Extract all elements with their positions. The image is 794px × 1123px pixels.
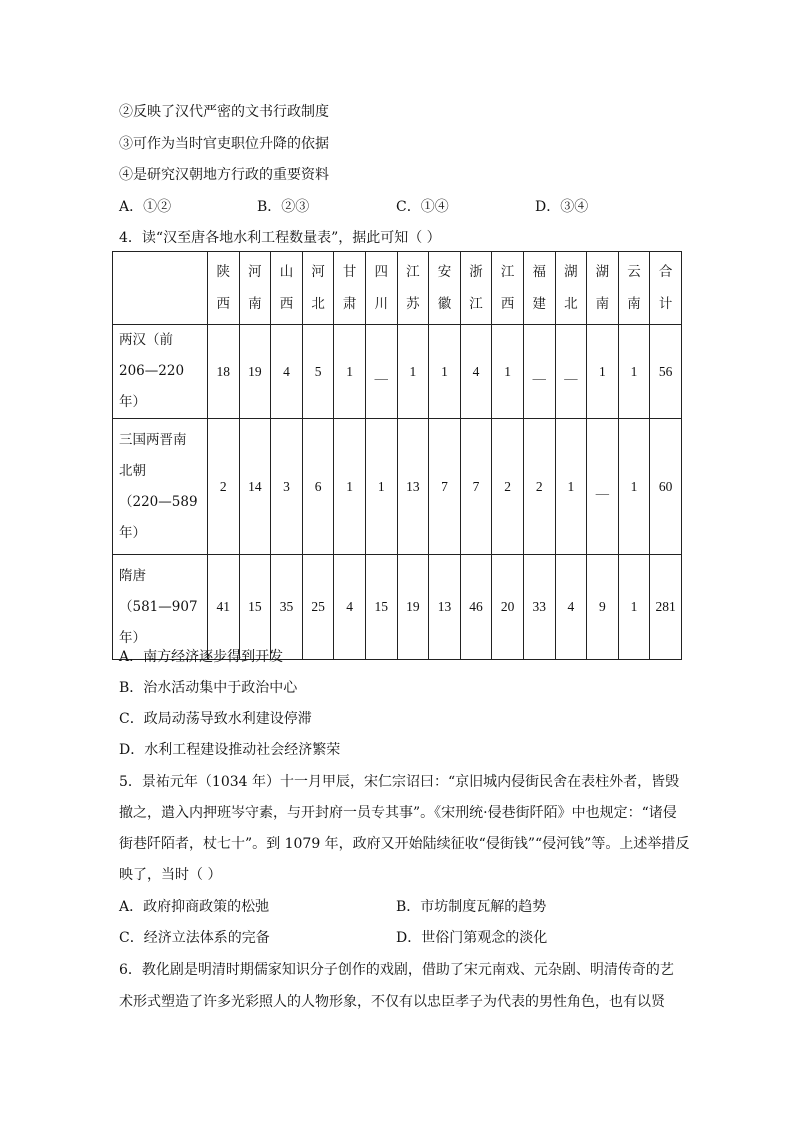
q5-option-b: B．市坊制度瓦解的趋势 xyxy=(396,899,547,915)
table-cell: 13 xyxy=(397,419,429,555)
header-char: 徽 xyxy=(437,296,452,312)
table-cell: 19 xyxy=(397,555,429,660)
header-char: 肃 xyxy=(342,296,357,312)
table-header-cell xyxy=(650,252,682,325)
header-char: 计 xyxy=(658,296,673,312)
q5-stem-line: 映了，当时（ ） xyxy=(119,867,222,883)
header-char: 合 xyxy=(658,264,673,280)
q5-stem-line: 撤之，遣入内押班岑守素，与开封府一员专其事”。《宋刑统·侵巷街阡陌》中也规定：“诸侵 xyxy=(119,805,677,821)
table-header-cell xyxy=(271,252,303,325)
header-char: 北 xyxy=(311,296,325,312)
q3-option-b: B．②③ xyxy=(257,199,310,215)
table-cell: 1 xyxy=(618,555,650,660)
q5-stem-line: 街巷阡陌者，杖七十”。到 1079 年，政府又开始陆续征收“侵街钱”“侵河钱”等。上述举措反 xyxy=(119,836,690,852)
table-cell: 4 xyxy=(460,325,492,419)
table-cell: 7 xyxy=(460,419,492,555)
q3-option-a: A．①② xyxy=(119,199,172,215)
table-header-cell xyxy=(208,252,240,325)
table-cell: 15 xyxy=(239,555,271,660)
table-cell: 1 xyxy=(492,325,524,419)
row-label-sui-tang xyxy=(113,555,208,660)
table-cell: 9 xyxy=(587,555,619,660)
table-cell: 7 xyxy=(429,419,461,555)
table-cell: ＿ xyxy=(587,419,619,555)
row-label-line: （220—589 xyxy=(119,493,198,510)
table-cell: 5 xyxy=(302,325,334,419)
header-char: 南 xyxy=(248,296,262,312)
table-cell: 1 xyxy=(587,325,619,419)
table-cell: 33 xyxy=(523,555,555,660)
table-cell: ＿ xyxy=(523,325,555,419)
table-cell: 4 xyxy=(334,555,366,660)
table-header-cell xyxy=(618,252,650,325)
table-header-cell xyxy=(555,252,587,325)
table-row xyxy=(113,555,682,660)
header-char: 河 xyxy=(311,264,325,280)
header-char: 江 xyxy=(406,264,420,280)
table-cell: 1 xyxy=(618,419,650,555)
table-cell: 2 xyxy=(208,419,240,555)
header-char: 南 xyxy=(595,296,610,312)
table-cell: 41 xyxy=(208,555,240,660)
table-header-cell xyxy=(397,252,429,325)
table-cell: 35 xyxy=(271,555,303,660)
row-label-line: 两汉（前 xyxy=(119,332,173,348)
table-cell: 19 xyxy=(239,325,271,419)
table-cell: ＿ xyxy=(555,325,587,419)
q4-option-c: C．政局动荡导致水利建设停滞 xyxy=(119,711,312,727)
q3-item-2: ②反映了汉代严密的文书行政制度 xyxy=(119,104,329,120)
row-label-line: 206—220 年） xyxy=(119,363,185,410)
header-char: 江 xyxy=(500,264,515,280)
table-header-cell xyxy=(365,252,397,325)
q5-option-a: A．政府抑商政策的松弛 xyxy=(119,899,270,915)
header-char: 西 xyxy=(279,296,294,312)
table-cell: 14 xyxy=(239,419,271,555)
header-char: 北 xyxy=(564,296,578,312)
table-header-cell xyxy=(302,252,334,325)
row-label-line: 年） xyxy=(119,524,146,541)
table-cell: 281 xyxy=(650,555,682,660)
q3-item-3: ③可作为当时官吏职位升降的依据 xyxy=(119,136,329,152)
table-cell: 25 xyxy=(302,555,334,660)
q4-option-b: B．治水活动集中于政治中心 xyxy=(119,680,298,696)
table-cell: 1 xyxy=(365,419,397,555)
table-cell: 13 xyxy=(429,555,461,660)
q4-stem: 4．读“汉至唐各地水利工程数量表”，据此可知（ ） xyxy=(119,230,441,246)
header-char: 湖 xyxy=(595,264,610,280)
header-char: 浙 xyxy=(469,264,483,280)
header-char: 四 xyxy=(374,264,389,280)
table-cell: 1 xyxy=(429,325,461,419)
header-char: 陕 xyxy=(216,264,231,280)
row-label-line: 年） xyxy=(119,629,146,646)
row-label-line: 隋唐 xyxy=(119,567,146,584)
water-projects-table xyxy=(112,251,682,660)
table-header-row xyxy=(113,252,682,325)
table-cell: 60 xyxy=(650,419,682,555)
q5-stem-line: 5．景祐元年（1034 年）十一月甲辰，宋仁宗诏曰：“京旧城内侵街民舍在表柱外者，皆毁 xyxy=(119,774,680,790)
table-cell: 46 xyxy=(460,555,492,660)
q5-option-d: D．世俗门第观念的淡化 xyxy=(396,930,548,946)
row-label-line: （581—907 xyxy=(119,598,198,615)
header-char: 苏 xyxy=(406,296,420,312)
table-cell: 1 xyxy=(618,325,650,419)
table-cell: 4 xyxy=(271,325,303,419)
row-label-wei-jin xyxy=(113,419,208,555)
header-char: 安 xyxy=(437,264,452,280)
header-char: 西 xyxy=(216,296,231,312)
header-char: 福 xyxy=(532,264,546,280)
table-header-cell xyxy=(492,252,524,325)
q3-item-4: ④是研究汉朝地方行政的重要资料 xyxy=(119,167,329,183)
q3-option-c: C．①④ xyxy=(396,199,449,215)
table-cell: 2 xyxy=(492,419,524,555)
header-char: 建 xyxy=(532,296,546,312)
table-header-cell xyxy=(523,252,555,325)
row-label-line: 北朝 xyxy=(119,462,146,479)
table-header-cell xyxy=(239,252,271,325)
header-char: 西 xyxy=(500,296,515,312)
header-char: 河 xyxy=(248,264,262,280)
table-cell: 1 xyxy=(555,419,587,555)
table-cell: 1 xyxy=(397,325,429,419)
header-char: 湖 xyxy=(564,264,578,280)
header-char: 云 xyxy=(627,264,641,280)
header-char: 南 xyxy=(627,296,641,312)
q6-stem-line: 6．教化剧是明清时期儒家知识分子创作的戏剧，借助了宋元南戏、元杂剧、明清传奇的艺 xyxy=(119,962,674,978)
q4-option-d: D．水利工程建设推动社会经济繁荣 xyxy=(119,742,341,758)
table-header-cell xyxy=(334,252,366,325)
table-cell: 1 xyxy=(334,419,366,555)
table-header-cell xyxy=(429,252,461,325)
table-corner-cell xyxy=(113,252,208,325)
table-cell: 20 xyxy=(492,555,524,660)
table-cell: 1 xyxy=(334,325,366,419)
q5-option-c: C．经济立法体系的完备 xyxy=(119,930,270,946)
q4-option-a: A．南方经济逐步得到开发 xyxy=(119,649,284,665)
table-row xyxy=(113,325,682,419)
table-header-cell xyxy=(460,252,492,325)
table-cell: 2 xyxy=(523,419,555,555)
q6-stem-line: 术形式塑造了许多光彩照人的人物形象，不仅有以忠臣孝子为代表的男性角色，也有以贤 xyxy=(119,994,665,1010)
table-cell: 3 xyxy=(271,419,303,555)
header-char: 甘 xyxy=(342,264,357,280)
header-char: 川 xyxy=(374,296,389,312)
row-label-line: 三国两晋南 xyxy=(119,431,187,448)
table-cell: 6 xyxy=(302,419,334,555)
table-cell: 15 xyxy=(365,555,397,660)
header-char: 江 xyxy=(469,296,483,312)
table-cell: 18 xyxy=(208,325,240,419)
table-cell: 56 xyxy=(650,325,682,419)
table-cell: 4 xyxy=(555,555,587,660)
header-char: 山 xyxy=(279,264,294,280)
row-label-han xyxy=(113,325,208,419)
table-row xyxy=(113,419,682,555)
table-cell: ＿ xyxy=(365,325,397,419)
q3-option-d: D．③④ xyxy=(535,199,589,215)
table-header-cell xyxy=(587,252,619,325)
